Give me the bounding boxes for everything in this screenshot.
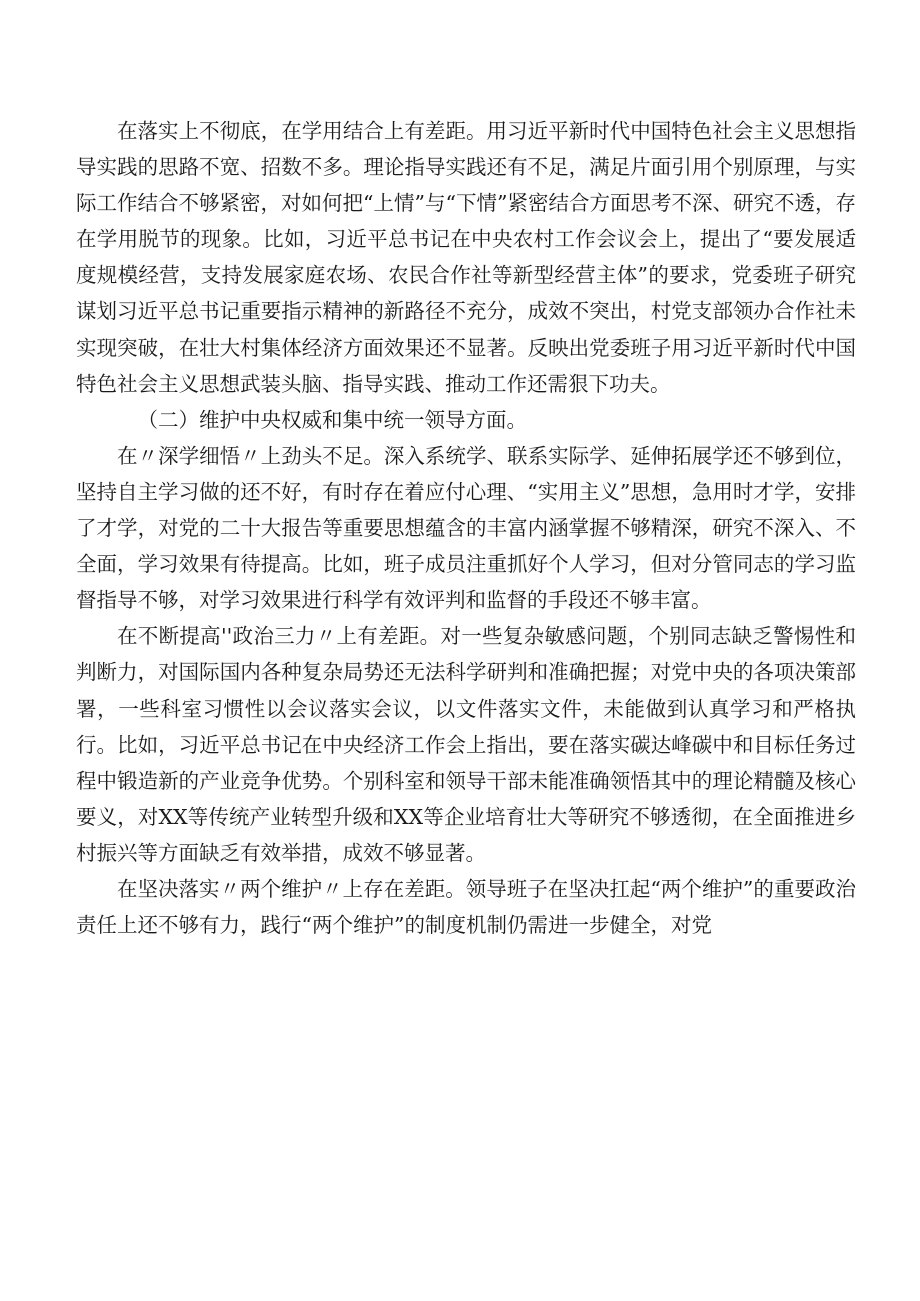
section-heading-2: （二）维护中央权威和集中统一领导方面。 <box>137 407 527 432</box>
paragraph-two-safeguards: 在坚决落实〃两个维护〃上存在差距。领导班子在坚决扛起“两个维护”的重要政治责任上还不够有力，践行“两个维护”的制度机制仍需进一步健全，对党 <box>76 876 856 938</box>
paragraph-political-ability: 在不断提高''政治三力〃上有差距。对一些复杂敏感问题，个别同志缺乏警惕性和判断力，对国际国内各种复杂局势还无法科学研判和准确把握；对党中央的各项决策部署，一些科室习惯性以会议落实会议，以文件落实文件，未能做到认真学习和严格执行。比如，习近平总书记在中央经济工作会上指出，要在落实碳达峰碳中和目标任务过程中锻造新的产业竞争优势。个别科室和领导干部未能准确领悟其中的理论精髓及核心要义，对XX等传统产业转型升级和XX等企业培育壮大等研究不够透彻，在全面推进乡村振兴等方面缺乏有效举措，成效不够显著。 <box>76 624 856 865</box>
document-body <box>76 113 856 943</box>
paragraph-practice-gap: 在落实上不彻底，在学用结合上有差距。用习近平新时代中国特色社会主义思想指导实践的思路不宽、招数不多。理论指导实践还有不足，满足片面引用个别原理，与实际工作结合不够紧密，对如何把“上情”与“下情”紧密结合方面思考不深、研究不透，存在学用脱节的现象。比如，习近平总书记在中央农村工作会议会上，提出了“要发展适度规模经营，支持发展家庭农场、农民合作社等新型经营主体”的要求，党委班子研究谋划习近平总书记重要指示精神的新路径不充分，成效不突出，村党支部领办合作社未实现突破，在壮大村集体经济方面效果还不显著。反映出党委班子用习近平新时代中国特色社会主义思想武装头脑、指导实践、推动工作还需狠下功夫。 <box>76 119 856 396</box>
paragraph-study-depth: 在〃深学细悟〃上劲头不足。深入系统学、联系实际学、延伸拓展学还不够到位，坚持自主学习做的还不好，有时存在着应付心理、“实用主义”思想，急用时才学，安排了才学，对党的二十大报告等重要思想蕴含的丰富内涵掌握不够精深，研究不深入、不全面，学习效果有待提高。比如，班子成员注重抓好个人学习，但对分管同志的学习监督指导不够，对学习效果进行科学有效评判和监督的手段还不够丰富。 <box>76 443 856 613</box>
